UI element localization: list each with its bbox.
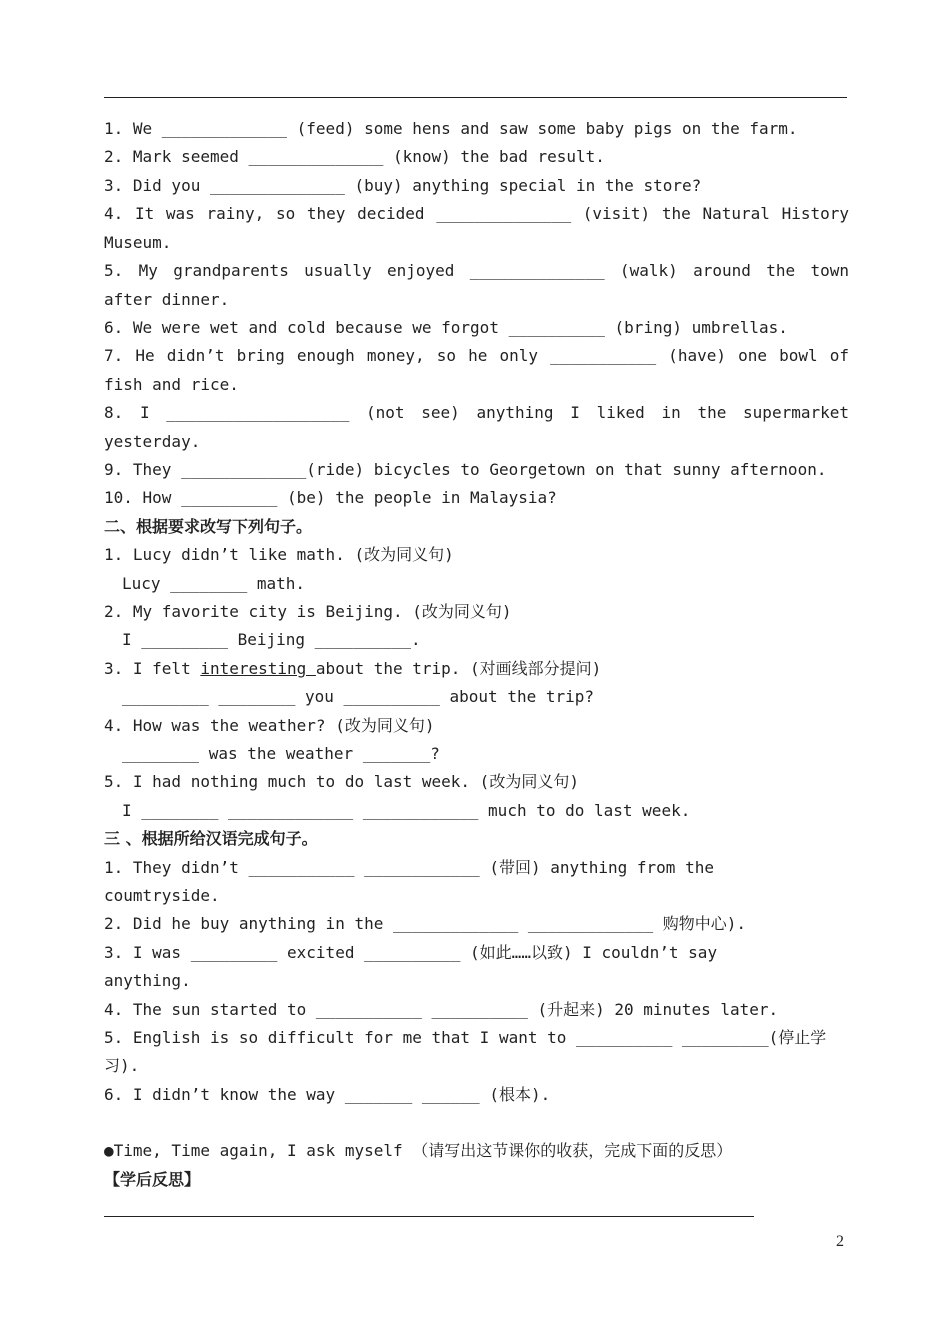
header-rule xyxy=(104,97,847,98)
question-line: 1. Lucy didn’t like math. (改为同义句) xyxy=(104,545,454,564)
exercise-line: 6. We were wet and cold because we forgot __________ (bring) umbrellas. xyxy=(104,318,788,337)
exercise-line: 5. English is so difficult for me that I want to __________ _________(停止学 xyxy=(104,1028,827,1047)
exercise-line: 3. Did you ______________ (buy) anything special in the store? xyxy=(104,176,702,195)
exercise-line: after dinner. xyxy=(104,290,230,309)
exercise-line: 1. We _____________ (feed) some hens and saw some baby pigs on the farm. xyxy=(104,119,798,138)
question-text: 3. I felt xyxy=(104,659,201,678)
exercise-line: yesterday. xyxy=(104,432,201,451)
exercise-line: 5. My grandparents usually enjoyed ______________ (walk) around the town xyxy=(104,261,849,280)
exercise-line: fish and rice. xyxy=(104,375,239,394)
exercise-line: Museum. xyxy=(104,233,172,252)
question-line: 5. I had nothing much to do last week. (改为同义句) xyxy=(104,772,579,791)
answer-line: _________ ________ you __________ about the trip? xyxy=(122,687,595,706)
reflection-heading: 【学后反思】 xyxy=(104,1170,201,1189)
exercise-line: coumtryside. xyxy=(104,886,220,905)
question-line: 2. My favorite city is Beijing. (改为同义句) xyxy=(104,602,512,621)
exercise-line: 4. It was rainy, so they decided ______________ (visit) the Natural History xyxy=(104,204,849,223)
answer-line: I ________ _____________ ____________ much to do last week. xyxy=(122,801,691,820)
exercise-line: 8. I ___________________ (not see) anything I liked in the supermarket xyxy=(104,403,849,422)
answer-line: I _________ Beijing __________. xyxy=(122,630,421,649)
exercise-line: 1. They didn’t ___________ ____________ (带回) anything from the xyxy=(104,858,714,877)
underlined-word: interesting xyxy=(200,659,316,678)
exercise-line: 7. He didn’t bring enough money, so he only ___________ (have) one bowl of xyxy=(104,346,849,365)
page-number: 2 xyxy=(836,1233,844,1250)
exercise-line: 6. I didn’t know the way _______ ______ (根本). xyxy=(104,1085,551,1104)
exercise-line: 3. I was _________ excited __________ (如此……以致) I couldn’t say xyxy=(104,943,718,962)
section-heading: 二、根据要求改写下列句子。 xyxy=(104,517,313,536)
exercise-line: 10. How __________ (be) the people in Malaysia? xyxy=(104,488,557,507)
answer-line: ________ was the weather _______? xyxy=(122,744,440,763)
exercise-line: anything. xyxy=(104,971,191,990)
exercise-line: 4. The sun started to ___________ __________ (升起来) 20 minutes later. xyxy=(104,1000,779,1019)
exercise-line: 2. Mark seemed ______________ (know) the bad result. xyxy=(104,147,605,166)
exercise-line: 习). xyxy=(104,1056,140,1075)
exercise-line: 9. They _____________(ride) bicycles to Georgetown on that sunny afternoon. xyxy=(104,460,827,479)
reflection-prompt: ●Time, Time again, I ask myself （请写出这节课你的收获，完成下面的反思） xyxy=(104,1141,733,1160)
question-line: 4. How was the weather? (改为同义句) xyxy=(104,716,435,735)
answer-line: Lucy ________ math. xyxy=(122,574,306,593)
section-heading: 三 、根据所给汉语完成句子。 xyxy=(104,829,318,848)
exercise-line: 2. Did he buy anything in the _____________ _____________ 购物中心). xyxy=(104,914,746,933)
question-text: about the trip. (对画线部分提问) xyxy=(315,659,602,678)
answer-rule xyxy=(104,1216,754,1217)
question-line xyxy=(104,659,849,679)
